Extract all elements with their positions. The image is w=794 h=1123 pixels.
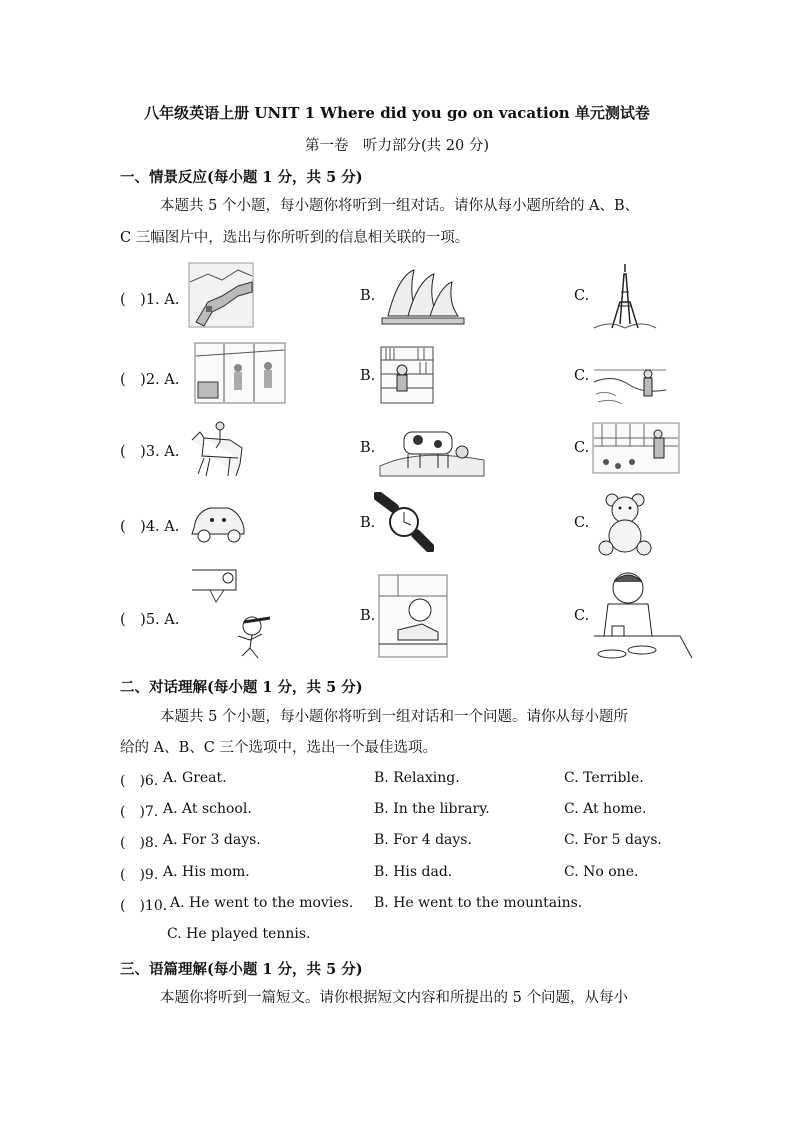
q3-c-label: C. — [574, 440, 590, 456]
q4-b-label: B. — [360, 515, 376, 531]
q1-label: ( )1. A. — [120, 292, 180, 308]
q6-option-c: C. Terrible. — [564, 770, 644, 786]
basketball-boy-icon — [190, 568, 278, 660]
horse-riding-icon — [186, 418, 250, 478]
q4-label: ( )4. A. — [120, 519, 180, 535]
q10-option-c: C. He played tennis. — [167, 926, 311, 942]
q3-label: ( )3. A. — [120, 444, 180, 460]
q2-b-label: B. — [360, 368, 376, 384]
q2-label: ( )2. A. — [120, 372, 180, 388]
exam-title: 八年级英语上册 UNIT 1 Where did you go on vacation 单元测试卷 — [144, 104, 650, 122]
q9-label: ( )9. — [120, 867, 159, 883]
q8-option-a: A. For 3 days. — [163, 832, 261, 848]
wristwatch-icon — [374, 492, 434, 552]
section-3-intro-line1: 本题你将听到一篇短文。请你根据短文内容和所提出的 5 个问题，从每小 — [160, 990, 628, 1006]
q7-option-b: B. In the library. — [374, 801, 490, 817]
q10-option-a: A. He went to the movies. — [170, 895, 354, 911]
section-1-intro-line2: C 三幅图片中，选出与你所听到的信息相关联的一项。 — [120, 230, 470, 246]
q10-option-b: B. He went to the mountains. — [374, 895, 583, 911]
q3-b-label: B. — [360, 440, 376, 456]
library-boy-icon — [380, 346, 434, 404]
beach-person-icon — [592, 350, 668, 406]
q5-b-label: B. — [360, 608, 376, 624]
eating-boy-icon — [594, 570, 694, 662]
reading-boy-icon — [378, 574, 448, 658]
section-1-heading: 一、情景反应(每小题 1 分，共 5 分) — [120, 169, 363, 186]
toy-car-icon — [188, 500, 248, 544]
section-2-heading: 二、对话理解(每小题 1 分，共 5 分) — [120, 679, 363, 696]
q7-label: ( )7. — [120, 804, 159, 820]
q9-option-a: A. His mom. — [163, 864, 250, 880]
q6-label: ( )6. — [120, 773, 159, 789]
section-1-intro-line1: 本题共 5 个小题，每小题你将听到一组对话。请你从每小题所给的 A、B、 — [160, 198, 640, 214]
q4-c-label: C. — [574, 515, 590, 531]
q5-label: ( )5. A. — [120, 612, 180, 628]
q1-c-label: C. — [574, 288, 590, 304]
shopping-mall-icon — [194, 342, 286, 404]
eiffel-tower-icon — [590, 262, 660, 330]
feeding-chickens-icon — [592, 422, 680, 474]
opera-house-icon — [378, 266, 468, 326]
q8-label: ( )8. — [120, 835, 159, 851]
q7-option-c: C. At home. — [564, 801, 647, 817]
section-2-intro-line1: 本题共 5 个小题，每小题你将听到一组对话和一个问题。请你从每小题所 — [160, 709, 628, 725]
q9-option-c: C. No one. — [564, 864, 639, 880]
q9-option-b: B. His dad. — [374, 864, 453, 880]
q1-b-label: B. — [360, 288, 376, 304]
cow-milking-icon — [378, 418, 488, 478]
q5-c-label: C. — [574, 608, 590, 624]
great-wall-icon — [188, 262, 254, 328]
q8-option-c: C. For 5 days. — [564, 832, 662, 848]
teddy-bear-icon — [594, 492, 656, 556]
q7-option-a: A. At school. — [163, 801, 252, 817]
q2-c-label: C. — [574, 368, 590, 384]
q8-option-b: B. For 4 days. — [374, 832, 472, 848]
section-2-intro-line2: 给的 A、B、C 三个选项中，选出一个最佳选项。 — [120, 740, 437, 756]
q10-label: ( )10. — [120, 898, 168, 914]
section-3-heading: 三、语篇理解(每小题 1 分，共 5 分) — [120, 961, 363, 978]
exam-subtitle: 第一卷 听力部分(共 20 分) — [305, 138, 489, 154]
q6-option-a: A. Great. — [163, 770, 227, 786]
q6-option-b: B. Relaxing. — [374, 770, 460, 786]
